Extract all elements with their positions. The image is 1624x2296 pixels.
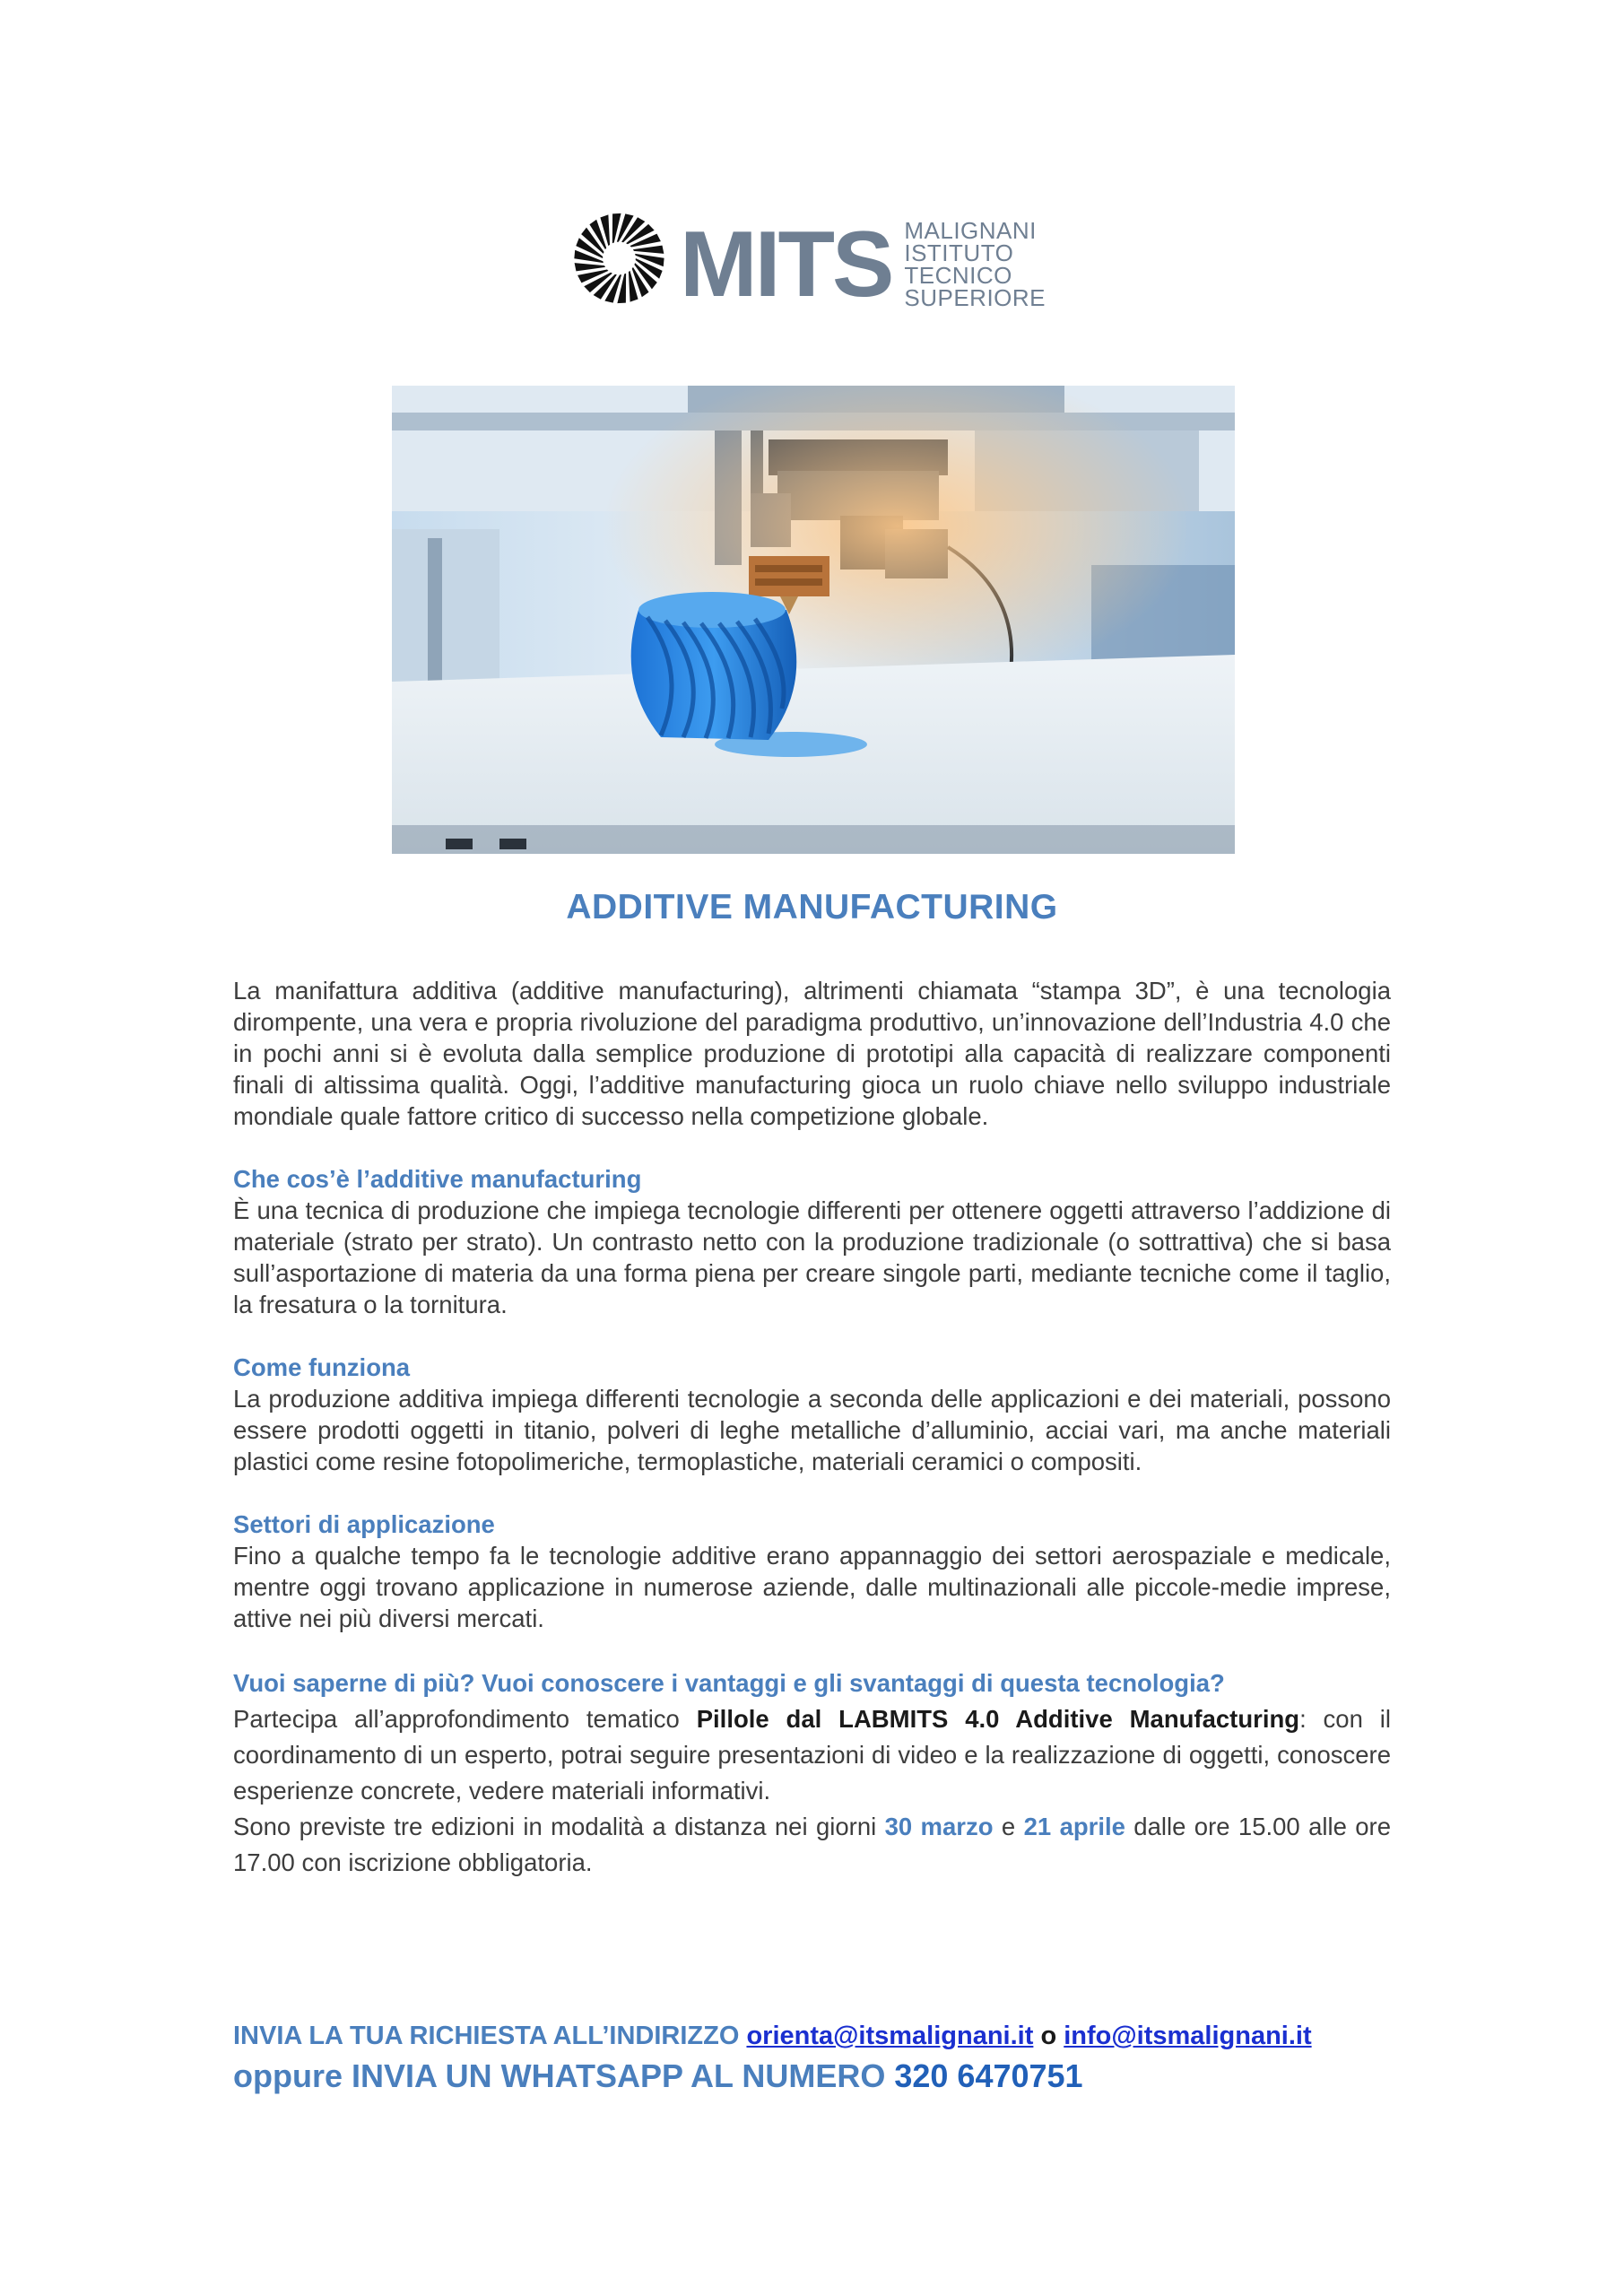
section-heading-sectors: Settori di applicazione (233, 1510, 495, 1538)
cta-block (233, 1665, 1391, 1881)
whatsapp-number: 320 6470751 (894, 2057, 1083, 2094)
logo-ray (575, 263, 605, 271)
main-content (233, 975, 1391, 1881)
date-2: 21 aprile (1023, 1813, 1125, 1840)
logo-tagline-line1: MALIGNANI (904, 217, 1037, 244)
contact-email-line (233, 2018, 1489, 2054)
whatsapp-label: oppure INVIA UN WHATSAPP AL NUMERO (233, 2057, 895, 2094)
mits-logo (571, 213, 1091, 317)
intro-paragraph: La manifattura additiva (additive manufacturing), altrimenti chiamata “stampa 3D”, è una tecnologia dirompente, una vera e propria rivoluzione del paradigma produttivo, un’innovazione dell’Industria 4.0 che in pochi anni si è evoluta dalla semplice produzione di prototipi alla capacità di realizzare componenti finali di altissima qualità. Oggi, l’additive manufacturing gioca un ruolo chiave nello sviluppo industriale mondiale quale fattore critico di successo nella competizione globale. (233, 977, 1391, 1130)
sunburst-logo-icon (571, 201, 667, 316)
contact-or: o (1033, 2022, 1064, 2050)
cta-paragraph-2 (233, 1809, 1391, 1881)
cta-text: : con il coordinamento di un esperto, potrai seguire presentazioni di video e la realizzazione di oggetti, conoscere esperienze concrete, vedere materiali informativi. (233, 1705, 1391, 1805)
logo-tagline-line2: ISTITUTO TECNICO (904, 239, 1014, 289)
contact-block (233, 2018, 1489, 2099)
section-heading-what: Che cos’è l’additive manufacturing (233, 1165, 642, 1193)
email-link-orienta[interactable]: orienta@itsmalignani.it (746, 2022, 1034, 2050)
logo-wordmark: MITS (679, 213, 892, 317)
cta-text: Sono previste tre edizioni in modalità a distanza nei giorni (233, 1813, 885, 1840)
cta-heading: Vuoi saperne di più? Vuoi conoscere i vantaggi e gli svantaggi di questa tecnologia? (233, 1669, 1225, 1697)
cta-text: Partecipa all’approfondimento tematico (233, 1705, 697, 1733)
logo-tagline-line3: SUPERIORE (904, 284, 1046, 311)
logo-ray (633, 246, 664, 254)
3d-printer-photo (392, 386, 1235, 854)
cta-text: e (993, 1813, 1024, 1840)
section-heading-how: Come funziona (233, 1353, 411, 1381)
contact-label: INVIA LA TUA RICHIESTA ALL’INDIRIZZO (233, 2022, 747, 2050)
cta-paragraph-1 (233, 1701, 1391, 1809)
page-title: ADDITIVE MANUFACTURING (566, 888, 1058, 926)
section-body-sectors: Fino a qualche tempo fa le tecnologie additive erano appannaggio dei settori aerospaziale e medicale, mentre oggi trovano applicazione in numerose aziende, dalle multinazionali alle piccole-medie imprese, attive nei più diversi mercati. (233, 1542, 1391, 1632)
section-body-how: La produzione additiva impiega differenti tecnologie a seconda delle applicazioni e dei materiali, possono essere prodotti oggetti in titanio, polveri di leghe metalliche d’alluminio, acciai vari, ma anche materiali plastici come resine fotopolimeriche, termoplastiche, materiali ceramici o compositi. (233, 1385, 1391, 1475)
email-link-info[interactable]: info@itsmalignani.it (1064, 2022, 1312, 2050)
contact-whatsapp-line (233, 2054, 1489, 2099)
cta-course-name: Pillole dal LABMITS 4.0 Additive Manufacturing (696, 1705, 1300, 1733)
section-body-what: È una tecnica di produzione che impiega tecnologie differenti per ottenere oggetti attraverso l’addizione di materiale (strato per strato). Un contrasto netto con la produzione tradizionale (o sottrattiva) che si basa sull’asportazione di materia da una forma piena per creare singole parti, mediante tecniche come il taglio, la fresatura o la tornitura. (233, 1196, 1391, 1318)
cta-text: dalle ore 15.00 alle ore 17.00 con iscrizione obbligatoria. (233, 1813, 1392, 1876)
logo-tagline (904, 217, 1091, 311)
date-1: 30 marzo (884, 1813, 994, 1840)
